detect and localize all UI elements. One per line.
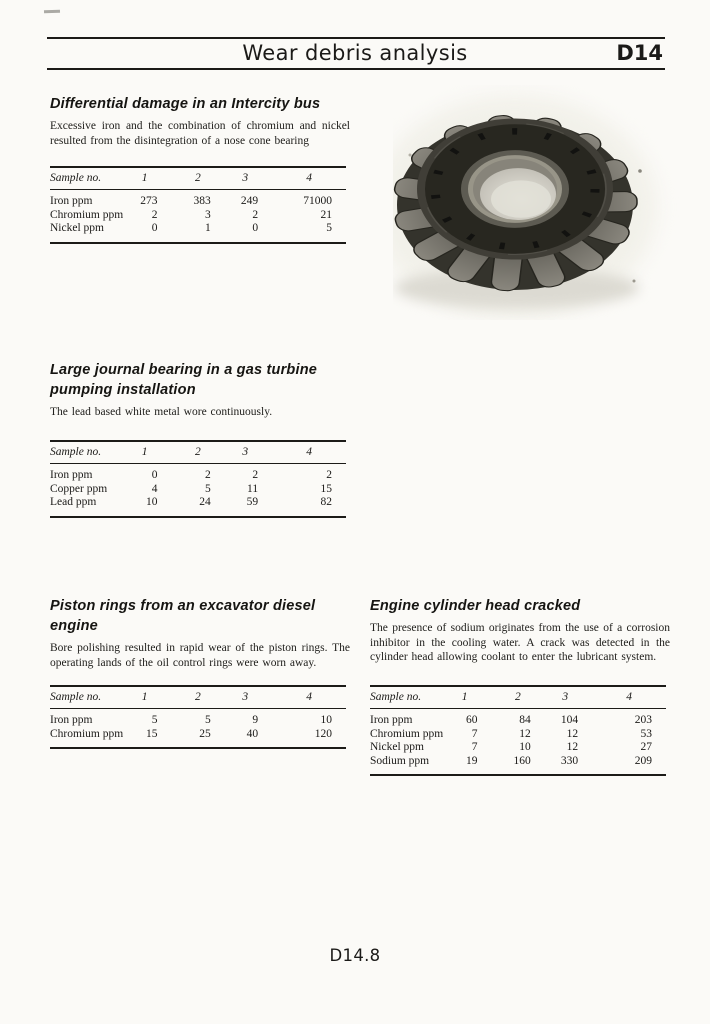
value-cell: 10 xyxy=(146,496,158,508)
value-cell: 5 xyxy=(326,222,332,234)
scan-artifact xyxy=(44,10,60,14)
section-piston-rings xyxy=(50,596,350,771)
sample-number-header: 2 xyxy=(480,686,533,709)
sample-no-header: Sample no. xyxy=(50,167,106,190)
wear-data-table xyxy=(50,440,346,518)
value-cell: 12 xyxy=(566,741,579,753)
value-cell: 160 xyxy=(513,754,531,767)
table-row xyxy=(50,496,346,517)
table-row xyxy=(50,222,346,243)
table-row xyxy=(50,190,346,209)
value-cell: 15 xyxy=(146,727,158,740)
section-body: The presence of sodium originates from the use of a corrosion inhibitor in the cooling water. A crack was detected in the cylinder head allowing coolant to enter the lubricant system. xyxy=(370,622,670,663)
table-wrap xyxy=(50,166,346,244)
value-cell: 24 xyxy=(199,496,211,508)
table-header-row xyxy=(50,686,346,709)
value-cell: 209 xyxy=(634,754,652,767)
row-label: Chromium ppm xyxy=(50,727,124,740)
section-body: Bore polishing resulted in rapid wear of the piston rings. The operating lands of the oil control rings were worn away. xyxy=(50,642,350,669)
row-label: Iron ppm xyxy=(370,714,413,726)
row-label: Chromium ppm xyxy=(50,208,124,221)
section-body: The lead based white metal wore continuously. xyxy=(50,406,273,418)
section-journal-bearing xyxy=(50,360,350,525)
value-cell: 5 xyxy=(205,714,211,726)
sample-no-header: Sample no. xyxy=(370,686,426,709)
value-cell: 10 xyxy=(320,714,332,726)
header-rule-top xyxy=(47,37,665,39)
table-row xyxy=(370,741,666,755)
section-body: Excessive iron and the combination of chromium and nickel resulted from the disintegration of a nose cone bearing xyxy=(50,120,350,147)
sample-number-header: 1 xyxy=(106,686,159,709)
table-row xyxy=(50,209,346,223)
table-wrap xyxy=(50,685,346,749)
row-label: Lead ppm xyxy=(50,496,97,508)
table-row xyxy=(370,755,666,776)
value-cell: 2 xyxy=(252,469,259,481)
row-label: Iron ppm xyxy=(50,469,93,481)
sample-number-header: 1 xyxy=(426,686,479,709)
value-cell: 9 xyxy=(252,714,259,726)
value-cell: 0 xyxy=(252,222,259,234)
table-row xyxy=(50,483,346,497)
sample-number-header: 4 xyxy=(580,686,666,709)
sample-number-header: 2 xyxy=(160,167,213,190)
value-cell: 104 xyxy=(560,714,579,726)
section-title: Large journal bearing in a gas turbine pumping installation xyxy=(50,362,318,398)
value-cell: 5 xyxy=(151,714,158,726)
value-cell: 7 xyxy=(471,741,478,753)
sample-no-header: Sample no. xyxy=(50,441,106,464)
value-cell: 4 xyxy=(151,482,158,495)
value-cell: 330 xyxy=(560,754,579,767)
sample-number-header: 4 xyxy=(260,441,346,464)
sample-number-header: 2 xyxy=(160,686,213,709)
header-rule-bottom xyxy=(47,68,665,70)
table-row xyxy=(370,709,666,728)
page-code: D14 xyxy=(616,41,663,65)
table-header-row xyxy=(370,686,666,709)
sample-number-header: 4 xyxy=(260,686,346,709)
value-cell: 120 xyxy=(314,727,332,740)
value-cell: 203 xyxy=(634,714,652,726)
row-label: Nickel ppm xyxy=(370,741,424,753)
sample-no-header: Sample no. xyxy=(50,686,106,709)
table-row xyxy=(370,728,666,742)
value-cell: 3 xyxy=(205,208,211,221)
footer-page-number: D14.8 xyxy=(329,946,381,965)
value-cell: 19 xyxy=(466,754,478,767)
value-cell: 12 xyxy=(519,727,531,740)
section-title: Engine cylinder head cracked xyxy=(370,598,581,614)
value-cell: 21 xyxy=(320,208,332,221)
value-cell: 7 xyxy=(471,727,478,740)
value-cell: 15 xyxy=(320,482,332,495)
value-cell: 27 xyxy=(640,741,652,753)
table-wrap xyxy=(370,685,666,776)
value-cell: 59 xyxy=(246,496,259,508)
value-cell: 60 xyxy=(466,714,478,726)
value-cell: 25 xyxy=(199,727,211,740)
wear-data-table xyxy=(370,685,666,776)
section-differential-damage xyxy=(50,94,350,254)
sample-number-header: 3 xyxy=(213,167,260,190)
value-cell: 2 xyxy=(252,208,259,221)
value-cell: 0 xyxy=(151,222,158,234)
value-cell: 71000 xyxy=(303,195,332,207)
value-cell: 10 xyxy=(519,741,531,753)
table-row xyxy=(50,709,346,728)
value-cell: 383 xyxy=(193,195,211,207)
section-title: Differential damage in an Intercity bus xyxy=(50,96,321,112)
sample-number-header: 3 xyxy=(213,441,260,464)
value-cell: 11 xyxy=(247,482,259,495)
value-cell: 12 xyxy=(566,727,579,740)
value-cell: 84 xyxy=(519,714,531,726)
row-label: Chromium ppm xyxy=(370,727,444,740)
value-cell: 53 xyxy=(640,727,652,740)
sample-number-header: 1 xyxy=(106,167,159,190)
sample-number-header: 3 xyxy=(533,686,580,709)
sample-number-header: 1 xyxy=(106,441,159,464)
value-cell: 1 xyxy=(205,222,211,234)
value-cell: 40 xyxy=(246,727,259,740)
value-cell: 249 xyxy=(240,195,259,207)
wear-data-table xyxy=(50,685,346,749)
value-cell: 2 xyxy=(326,469,332,481)
row-label: Sodium ppm xyxy=(370,754,430,767)
page-title: Wear debris analysis xyxy=(242,41,468,65)
table-row xyxy=(50,464,346,483)
section-cylinder-head xyxy=(370,596,670,791)
value-cell: 2 xyxy=(151,208,158,221)
table-header-row xyxy=(50,167,346,190)
value-cell: 82 xyxy=(320,496,332,508)
wear-data-table xyxy=(50,166,346,244)
value-cell: 2 xyxy=(205,469,211,481)
bearing-photo-image xyxy=(393,85,683,320)
table-wrap xyxy=(50,440,346,518)
sample-number-header: 2 xyxy=(160,441,213,464)
row-label: Iron ppm xyxy=(50,714,93,726)
table-row xyxy=(50,728,346,749)
row-label: Iron ppm xyxy=(50,195,93,207)
value-cell: 0 xyxy=(151,469,158,481)
table-header-row xyxy=(50,441,346,464)
row-label: Copper ppm xyxy=(50,482,108,495)
value-cell: 5 xyxy=(205,482,211,495)
row-label: Nickel ppm xyxy=(50,222,104,234)
sample-number-header: 3 xyxy=(213,686,260,709)
sample-number-header: 4 xyxy=(260,167,346,190)
value-cell: 273 xyxy=(140,195,158,207)
section-title: Piston rings from an excavator diesel engine xyxy=(50,598,316,634)
